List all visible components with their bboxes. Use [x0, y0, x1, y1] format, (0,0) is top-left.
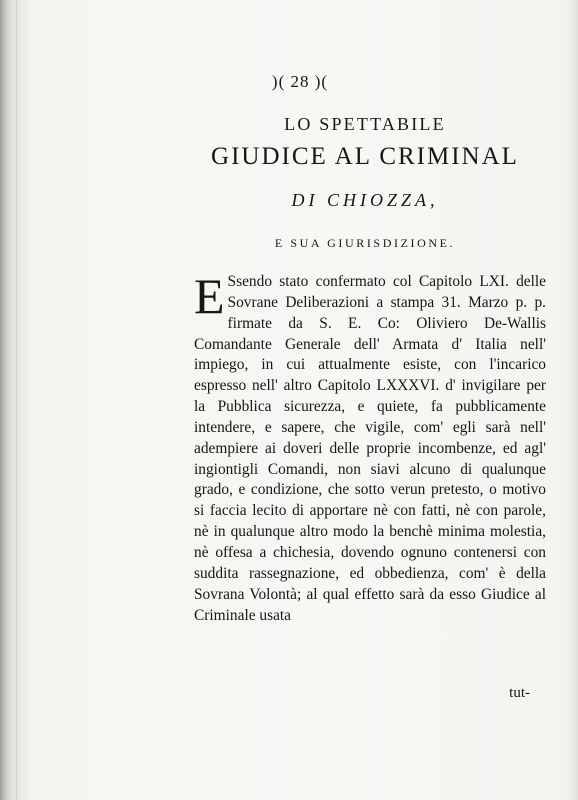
drop-cap: E	[194, 268, 225, 324]
title-line-3: DI CHIOZZA,	[291, 190, 439, 210]
spine-edge-line	[4, 0, 5, 800]
page-edge-shadow	[566, 0, 578, 800]
title-line-4: E SUA GIURISDIZIONE.	[274, 236, 456, 250]
title-line-2: GIUDICE AL CRIMINAL	[211, 143, 519, 170]
page-number: )( 28 )(	[271, 72, 329, 91]
body-paragraph	[194, 268, 546, 626]
title-line-1: LO SPETTABILE	[284, 114, 446, 134]
spine-edge-line	[16, 0, 17, 800]
body-text: Ssendo stato confermato col Capitolo LXI. delle Sovrane Deliberazioni a stampa 31. Marzo p. p. firmate da S. E. Co: Oliviero De-Wallis Comandante Generale dell' Armata d' Italia nell' impiego, in cui attualmente esiste, con l'incarico espresso nell' altro Capitolo LXXXVI. d' invigilare per la Pubblica sicurezza, e quiete, fa pubblicamente intendere, e sapere, che vigile, com' egli sarà nell' adempiere ai doveri delle proprie incombenze, ed agl' ingiontigli Comandi, non siavi alcuno di qualunque grado, e condizione, che sotto verun pretesto, o motivo si faccia lecito di apportare nè con fatti, nè con parole, nè in qualunque altro modo la benchè minima molestia, nè offesa a chichesia, dovendo ognuno contenersi con suddita rassegnazione, ed obbedienza, com' è della Sovrana Volontà; al qual effetto sarà da esso Giudice al Criminale usata	[194, 273, 546, 624]
catchword: tut-	[509, 685, 530, 701]
